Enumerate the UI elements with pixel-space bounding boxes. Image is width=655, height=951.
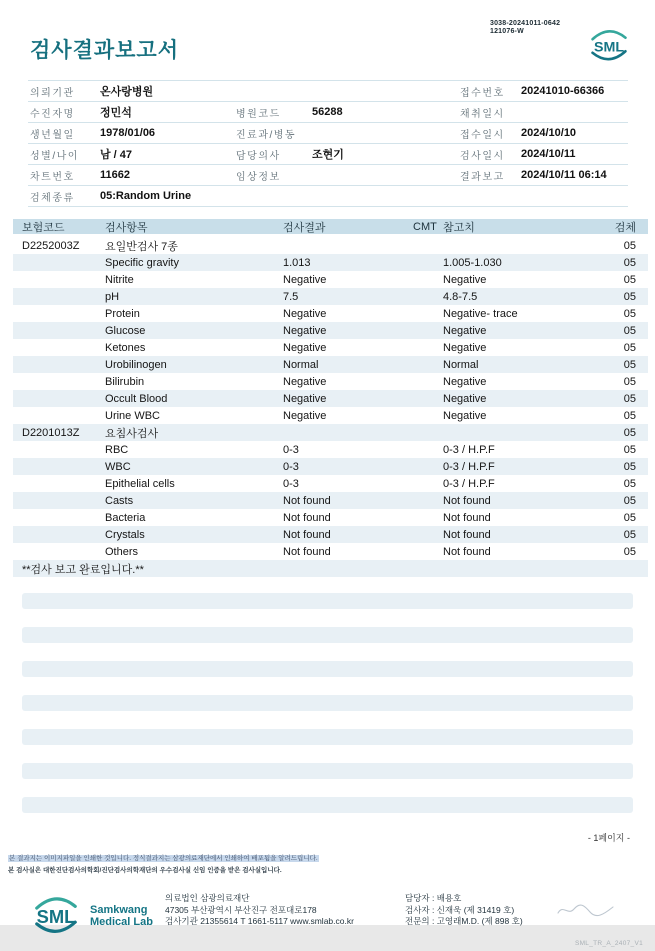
table-row [13,237,648,254]
results-table-body [13,237,648,577]
cell-specimen: 05 [623,256,636,269]
org-contact: 검사기관 21355614 T 1661-5117 www.smlab.co.kr [165,916,354,926]
staff-info [405,893,523,928]
info-group-a [30,126,236,141]
empty-row-band [22,593,633,609]
cell-result: 7.5 [283,290,299,303]
cell-test-item: Protein [105,307,140,320]
table-row [13,271,648,288]
footer-blocks [0,891,655,951]
info-value: 조현기 [312,149,344,161]
cell-result: Negative [283,392,327,405]
cell-specimen: 05 [623,426,636,439]
table-row [13,560,648,577]
info-row [28,81,628,102]
org-address: 47305 부산광역시 부산진구 전포대로178 [165,904,317,915]
cell-test-item: Urine WBC [105,409,161,422]
info-label: 검사일시 [460,150,505,162]
cell-reference: 0-3 / H.P.F [443,443,495,456]
document-code [490,20,560,36]
cell-specimen: 05 [623,392,636,405]
sml-logo-icon [585,26,633,71]
info-label: 검체종류 [30,192,75,204]
info-group-b [236,168,460,183]
cell-reference: Not found [443,511,491,524]
cell-reference: Not found [443,494,491,507]
cell-test-item: RBC [105,443,129,456]
cell-result: 0-3 [283,460,299,473]
info-group-b [236,126,460,141]
cell-specimen: 05 [623,239,636,252]
cell-specimen: 05 [623,290,636,303]
cell-result: Not found [283,511,331,524]
org-name: 의료법인 삼광의료재단 [165,893,250,903]
column-header: CMT [413,220,437,233]
info-row [28,186,628,207]
info-label: 접수번호 [460,87,505,99]
lab-name: Samkwang Medical Lab [90,904,153,928]
info-value: 남 / 47 [100,149,133,161]
cell-reference: Negative [443,409,487,422]
cell-specimen: 05 [623,375,636,388]
page-title: 검사결과보고서 [30,39,180,62]
cell-reference: Negative [443,341,487,354]
cell-specimen: 05 [623,358,636,371]
cell-reference: Normal [443,358,479,371]
cell-test-item: WBC [105,460,131,473]
info-value: 2024/10/11 [521,148,576,160]
cell-reference: Not found [443,528,491,541]
column-header: 검체 [614,221,636,234]
cell-insurance-code: D2201013Z [22,426,80,439]
table-row [13,475,648,492]
cell-result: Not found [283,545,331,558]
results-table [13,219,648,577]
cell-test-item: Ketones [105,341,146,354]
info-label: 성별/나이 [30,150,79,162]
document-code-line2: 121076-W [490,28,524,35]
cell-test-item: Specific gravity [105,256,179,269]
cell-result: Negative [283,409,327,422]
info-group-a [30,168,236,183]
table-row [13,407,648,424]
table-row [13,356,648,373]
report-header [0,0,655,80]
info-label: 수진자명 [30,108,75,120]
cell-specimen: 05 [623,341,636,354]
empty-row-band [22,797,633,813]
info-label: 생년월일 [30,129,75,141]
table-row [13,288,648,305]
cell-test-item: Epithelial cells [105,477,175,490]
cell-test-item: Occult Blood [105,392,168,405]
table-row [13,509,648,526]
results-table-header [13,219,648,234]
notice-accreditation: 본 검사실은 대한진단검사의학회/진단검사의학재단의 우수검사실 신임 인증을 받은 검사실입니다. [8,867,282,874]
cell-specimen: 05 [623,477,636,490]
cell-reference: Negative [443,324,487,337]
cell-specimen: 05 [623,307,636,320]
info-group-c [460,105,628,120]
empty-row-band [22,661,633,677]
table-row [13,305,648,322]
cell-specimen: 05 [623,494,636,507]
info-row [28,165,628,186]
table-row [13,424,648,441]
cell-specimen: 05 [623,460,636,473]
cell-reference: Not found [443,545,491,558]
cell-test-item: Others [105,545,139,558]
info-row [28,144,628,165]
cell-test-item: Crystals [105,528,145,541]
info-label: 채취일시 [460,108,505,120]
info-label: 병원코드 [236,108,281,120]
table-row [13,543,648,560]
cell-test-item: Bacteria [105,511,146,524]
info-group-a [30,189,236,204]
info-group-a [30,83,236,99]
info-group-c [460,126,628,141]
empty-row-band [22,695,633,711]
info-group-c [460,147,628,162]
cell-test-item: Casts [105,494,134,507]
cell-result: Negative [283,324,327,337]
cell-result: 0-3 [283,443,299,456]
cell-reference: Negative [443,392,487,405]
report-complete-note: **검사 보고 완료입니다.** [22,563,144,576]
table-row [13,322,648,339]
cell-reference: 1.005-1.030 [443,256,502,269]
empty-row-band [22,627,633,643]
empty-row-bands [0,593,655,813]
cell-result: 0-3 [283,477,299,490]
info-value: 온사랑병원 [100,86,154,98]
table-row [13,339,648,356]
info-label: 접수일시 [460,129,505,141]
info-group-b [236,146,460,162]
info-label: 차트번호 [30,171,75,183]
info-label: 의뢰기관 [30,87,75,99]
column-header: 검사결과 [283,221,326,234]
sml-logo-icon [28,893,84,939]
notice-highlighted: 본 결과지는 이미지파일을 인쇄한 것입니다. 정식결과지는 삼광의료재단에서 인쇄하여 배포됨을 알려드립니다. [9,855,318,862]
info-value: 20241010-66366 [521,85,605,97]
info-label: 담당의사 [236,150,281,162]
cell-reference: Negative [443,273,487,286]
column-header: 보험코드 [22,221,65,234]
staff-line: 전문의 : 고영래M.D. (제 898 호) [405,916,523,926]
info-group-a [30,146,236,162]
cell-specimen: 05 [623,545,636,558]
document-code-line1: 3038-20241011-0642 [490,20,561,27]
info-value: 2024/10/10 [521,127,577,139]
cell-result: Negative [283,307,327,320]
info-label: 결과보고 [460,171,505,183]
cell-test-item: 요침사검사 [105,427,159,440]
organization-info [165,893,354,928]
cell-result: Not found [283,494,331,507]
cell-reference: Negative- trace [443,307,518,320]
cell-test-item: Urobilinogen [105,358,167,371]
cell-specimen: 05 [623,443,636,456]
cell-test-item: Glucose [105,324,146,337]
cell-reference: Negative [443,375,487,388]
info-row [28,102,628,123]
cell-result: Negative [283,375,327,388]
table-row [13,373,648,390]
svg-text:SML: SML [36,906,76,927]
info-label: 임상정보 [236,171,281,183]
cell-result: Normal [283,358,319,371]
cell-specimen: 05 [623,324,636,337]
svg-text:SML: SML [593,39,625,56]
form-code: SML_TR_A_2407_V1 [574,940,643,947]
cell-test-item: Bilirubin [105,375,145,388]
cell-result: Negative [283,341,327,354]
cell-specimen: 05 [623,511,636,524]
table-row [13,441,648,458]
info-value: 11662 [100,169,130,181]
table-row [13,390,648,407]
info-label: 진료과/병동 [236,129,297,141]
info-row [28,123,628,144]
info-value: 2024/10/11 06:14 [521,169,607,181]
cell-test-item: 요일반검사 7종 [105,240,178,253]
cell-result: Negative [283,273,327,286]
page-indicator: - 1페이지 - [587,833,630,843]
column-header: 검사항목 [105,221,148,234]
examiner-signature [555,901,617,919]
cell-reference: 0-3 / H.P.F [443,477,495,490]
cell-reference: 0-3 / H.P.F [443,460,495,473]
patient-info-grid [28,80,628,207]
info-value: 05:Random Urine [100,190,192,202]
cell-specimen: 05 [623,528,636,541]
table-row [13,254,648,271]
staff-line: 검사자 : 신재욱 (제 31419 호) [405,904,515,915]
table-row [13,492,648,509]
cell-insurance-code: D2252003Z [22,239,80,252]
cell-reference: 4.8-7.5 [443,290,478,303]
table-row [13,526,648,543]
empty-row-band [22,729,633,745]
footer-notices [8,847,655,875]
table-row [13,458,648,475]
info-value: 56288 [312,106,343,118]
empty-row-band [22,763,633,779]
info-group-c [460,84,628,99]
info-value: 정민석 [100,107,132,119]
staff-line: 담당자 : 배용호 [405,893,462,903]
column-header: 참고치 [443,221,475,234]
cell-result: Not found [283,528,331,541]
cell-specimen: 05 [623,409,636,422]
cell-specimen: 05 [623,273,636,286]
cell-test-item: Nitrite [105,273,134,286]
info-group-a [30,104,236,120]
sml-footer-logo [28,893,153,939]
info-group-c [460,168,628,183]
info-value: 1978/01/06 [100,127,156,139]
cell-test-item: pH [105,290,120,303]
cell-result: 1.013 [283,256,311,269]
info-group-b [236,105,460,120]
